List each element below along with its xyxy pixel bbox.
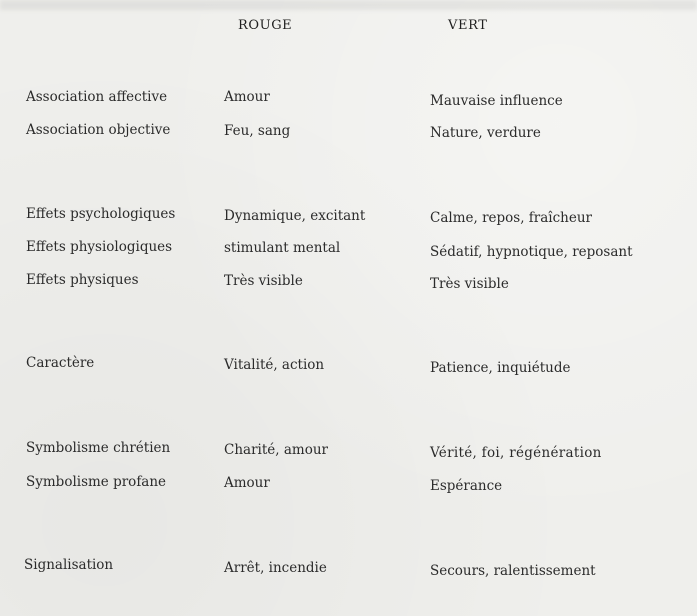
row-label: Effets physiques [26,272,139,288]
vert-cell: Très visible [430,276,509,292]
vert-cell: Vérité, foi, régénération [430,445,602,461]
vert-cell: Mauvaise influence [430,93,563,109]
top-edge-shadow [0,0,697,10]
vert-cell: Patience, inquiétude [430,360,571,376]
row-label: Effets psychologiques [26,206,176,222]
row-label: Symbolisme chrétien [26,440,171,456]
vert-cell: Espérance [430,478,503,494]
header-rouge: ROUGE [238,18,293,33]
rouge-cell: stimulant mental [224,240,341,256]
vert-cell: Nature, verdure [430,125,541,141]
rouge-cell: Amour [224,475,270,491]
row-label: Effets physiologiques [26,239,173,255]
vert-cell: Sédatif, hypnotique, reposant [430,244,633,260]
row-label: Caractère [26,355,95,371]
rouge-cell: Arrêt, incendie [224,560,327,576]
row-label: Symbolisme profane [26,474,167,490]
row-label: Association objective [26,122,171,138]
rouge-cell: Dynamique, excitant [224,208,366,224]
rouge-cell: Charité, amour [224,442,328,458]
rouge-cell: Très visible [224,273,303,289]
rouge-cell: Vitalité, action [224,357,325,373]
row-label: Signalisation [24,557,114,573]
rouge-cell: Feu, sang [224,123,291,139]
row-label: Association affective [26,89,168,105]
header-vert: VERT [448,18,488,33]
rouge-cell: Amour [224,89,270,105]
vert-cell: Calme, repos, fraîcheur [430,210,592,226]
vert-cell: Secours, ralentissement [430,563,596,579]
